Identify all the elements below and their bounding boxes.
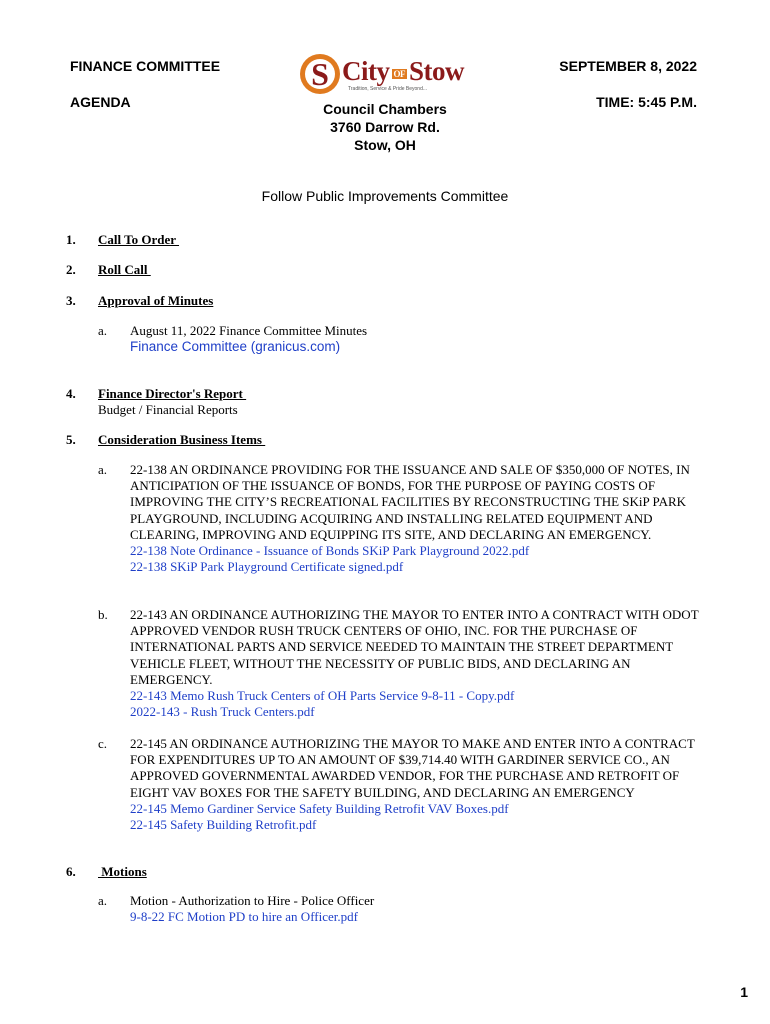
item-title: Finance Director's Report — [98, 386, 247, 401]
attachment-link[interactable]: 9-8-22 FC Motion PD to hire an Officer.pdf — [130, 909, 358, 925]
attachment-link[interactable]: 22-138 Note Ordinance - Issuance of Bonds SKiP Park Playground 2022.pdf — [130, 543, 530, 559]
follow-note: Follow Public Improvements Committee — [261, 188, 509, 204]
venue-address: 3760 Darrow Rd. — [330, 119, 440, 135]
subitem-text: 22-138 AN ORDINANCE PROVIDING FOR THE ISSUANCE AND SALE OF $350,000 OF NOTES, IN ANTICIPATION OF THE ISSUANCE OF BONDS, FOR THE PURPOSE OF PAYING COSTS OF IMPROVING THE CITY’S RECREATIONAL FACILITIES BY RECONSTRUCTING THE SKiP PARK PLAYGROUND, INCLUDING ACQUIRING AND INSTALLING RELATED EQUIPMENT AND CLEARING, IMPROVING AND EQUIPPING ITS SITE, AND DECLARING AN EMERGENCY. — [130, 462, 690, 542]
item-number: 2. — [66, 262, 76, 277]
subitem-letter: a. — [98, 323, 108, 338]
subitem-text: 22-145 AN ORDINANCE AUTHORIZING THE MAYOR TO MAKE AND ENTER INTO A CONTRACT FOR EXPENDITURES UP TO AN AMOUNT OF $39,714.40 WITH GARDINER SERVICE CO., AN APPROVED GOVERNMENTAL AWARDED VENDOR, FOR THE PURCHASE AND RETROFIT OF EIGHT VAV BOXES FOR THE SAFETY BUILDING, AND DECLARING AN EMERGENCY — [130, 736, 695, 800]
attachment-link[interactable]: 2022-143 - Rush Truck Centers.pdf — [130, 704, 315, 720]
item-number: 5. — [66, 432, 76, 447]
logo-stow: Stow — [409, 56, 465, 86]
item-number: 3. — [66, 293, 76, 308]
meeting-time: TIME: 5:45 P.M. — [596, 94, 697, 110]
item-subtitle: Budget / Financial Reports — [98, 402, 238, 417]
item-number: 1. — [66, 232, 76, 247]
logo-city: City — [342, 56, 390, 86]
subitem-text: Motion - Authorization to Hire - Police Officer — [130, 893, 375, 908]
item-number: 4. — [66, 386, 76, 401]
subitem-text: August 11, 2022 Finance Committee Minutes — [130, 323, 368, 338]
city-of-stow-logo — [300, 54, 464, 98]
committee-name: FINANCE COMMITTEE — [70, 58, 221, 74]
attachment-link[interactable]: 22-145 Safety Building Retrofit.pdf — [130, 817, 317, 833]
subitem-letter: c. — [98, 736, 108, 751]
subitem-letter: a. — [98, 893, 108, 908]
item-title: Motions — [98, 864, 147, 879]
item-title: Approval of Minutes — [98, 293, 214, 308]
subitem-letter: a. — [98, 462, 108, 477]
subitem-text: 22-143 AN ORDINANCE AUTHORIZING THE MAYOR TO ENTER INTO A CONTRACT WITH ODOT APPROVED VENDOR RUSH TRUCK CENTERS OF OHIO, INC. FOR THE PURCHASE OF INTERNATIONAL PARTS AND SERVICE NEEDED TO MAINTAIN THE STREET DEPARTMENT VEHICLE FLEET, WITHOUT THE NECESSITY OF PUBLIC BIDS, AND DECLARING AN EMERGENCY. — [130, 607, 699, 687]
agenda-label: AGENDA — [70, 94, 131, 110]
subitem-letter: b. — [98, 607, 108, 622]
logo-initial: S — [311, 56, 329, 92]
logo-of: OF — [393, 68, 405, 79]
logo-tagline: Tradition, Service & Pride Beyond... — [348, 86, 428, 92]
attachment-link[interactable]: 22-143 Memo Rush Truck Centers of OH Parts Service 9-8-11 - Copy.pdf — [130, 688, 515, 704]
item-number: 6. — [66, 864, 76, 879]
item-title: Roll Call — [98, 262, 151, 277]
attachment-link[interactable]: 22-138 SKiP Park Playground Certificate signed.pdf — [130, 559, 404, 575]
item-title: Consideration Business Items — [98, 432, 266, 447]
minutes-link[interactable]: Finance Committee (granicus.com) — [130, 339, 341, 355]
venue-name: Council Chambers — [323, 101, 447, 117]
venue-city: Stow, OH — [354, 137, 416, 153]
attachment-link[interactable]: 22-145 Memo Gardiner Service Safety Building Retrofit VAV Boxes.pdf — [130, 800, 509, 816]
meeting-date: SEPTEMBER 8, 2022 — [559, 58, 697, 74]
page-number: 1 — [740, 984, 748, 1000]
item-title: Call To Order — [98, 232, 180, 247]
